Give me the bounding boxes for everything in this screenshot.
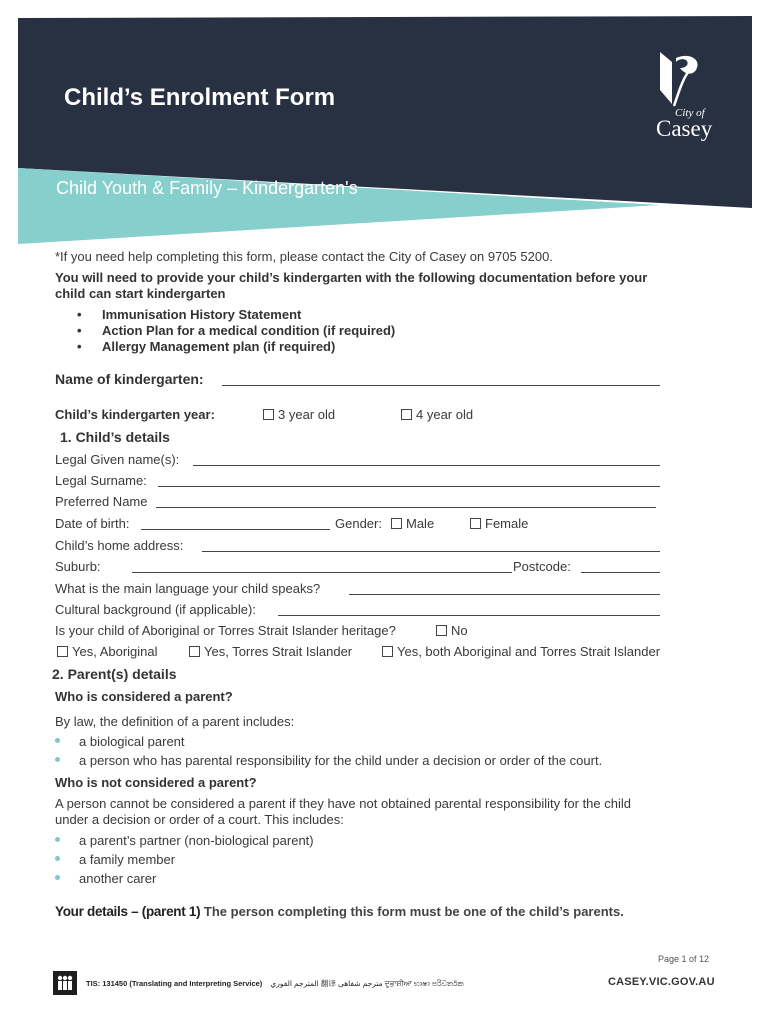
checkbox-heritage-no[interactable] [436,625,447,636]
preferred-name-label: Preferred Name [55,494,148,509]
tis-text: TIS: 131450 (Translating and Interpreting Service) المترجم الفوري 翻译 مترجم شفاهی ਦੁਭਾਸ਼ੀਆ භාෂා පරිවර්තක [86,979,464,988]
heritage-both-option[interactable]: Yes, both Aboriginal and Torres Strait Islander [382,644,660,659]
year-3-option[interactable]: 3 year old [263,407,335,422]
parent-item: a biological parent [79,734,185,749]
by-law-text: By law, the definition of a parent includes: [55,714,295,729]
help-text: *If you need help completing this form, please contact the City of Casey on 9705 5200. [55,249,553,264]
parent-item: a person who has parental responsibility for the child under a decision or order of the court. [79,753,603,768]
kindergarten-year-label: Child’s kindergarten year: [55,407,215,422]
not-parent-para-line1: A person cannot be considered a parent if they have not obtained parental responsibility for the child [55,796,631,811]
year-4-option[interactable]: 4 year old [401,407,473,422]
not-parent-para-line2: under a decision or order of a court. This includes: [55,812,344,827]
doc-item: Allergy Management plan (if required) [102,339,336,354]
gender-male-option[interactable]: Male [391,516,434,531]
checkbox-female[interactable] [470,518,481,529]
language-label: What is the main language your child speaks? [55,581,321,596]
dob-label: Date of birth: [55,516,130,531]
kindergarten-name-label: Name of kindergarten: [55,371,204,387]
page-number: Page 1 of 12 [658,954,710,964]
docs-bullet: • [77,339,82,354]
gender-label: Gender: [335,516,382,531]
gender-female-option[interactable]: Female [470,516,528,531]
logo-city-of: City of [675,107,705,119]
checkbox-4-year[interactable] [401,409,412,420]
dob-field[interactable] [141,529,330,530]
language-field[interactable] [349,594,660,595]
who-not-parent-heading: Who is not considered a parent? [55,775,257,790]
doc-item: Action Plan for a medical condition (if required) [102,323,396,338]
section-2-heading: 2. Parent(s) details [52,666,177,682]
preferred-name-field[interactable] [156,507,656,508]
bullet-dot [55,875,60,880]
not-parent-item: another carer [79,871,157,886]
checkbox-3-year[interactable] [263,409,274,420]
cultural-field[interactable] [278,615,660,616]
suburb-field[interactable] [132,572,512,573]
kindergarten-name-field[interactable] [222,385,660,386]
docs-intro-line1: You will need to provide your child’s kindergarten with the following documentation before your [55,270,648,285]
checkbox-heritage-both[interactable] [382,646,393,657]
your-details-note: The person completing this form must be one of the child’s parents. [203,904,624,919]
your-details-label: Your details – (parent 1) [55,904,201,919]
docs-bullet: • [77,307,82,322]
surname-field[interactable] [158,486,660,487]
section-1-heading: 1. Child’s details [60,429,170,445]
form-title: Child’s Enrolment Form [64,84,336,111]
cultural-label: Cultural background (if applicable): [55,602,256,617]
tis-icon [53,971,77,995]
postcode-field[interactable] [581,572,660,573]
tis-languages: المترجم الفوري 翻译 مترجم شفاهی ਦੁਭਾਸ਼ੀਆ භාෂා පරිවර්තක [270,979,464,988]
heritage-tsi-option[interactable]: Yes, Torres Strait Islander [189,644,352,659]
surname-label: Legal Surname: [55,473,147,488]
website-link[interactable]: CASEY.VIC.GOV.AU [608,976,715,988]
address-label: Child’s home address: [55,538,184,553]
docs-bullet: • [77,323,82,338]
checkbox-heritage-tsi[interactable] [189,646,200,657]
heritage-question: Is your child of Aboriginal or Torres Strait Islander heritage? [55,623,396,638]
bullet-dot [55,738,60,743]
heritage-no-option[interactable]: No [436,623,468,638]
postcode-label: Postcode: [513,559,571,574]
checkbox-heritage-aboriginal[interactable] [57,646,68,657]
form-subtitle: Child Youth & Family – Kindergarten's [56,178,358,198]
given-name-field[interactable] [193,465,660,466]
docs-intro-line2: child can start kindergarten [55,286,226,301]
given-name-label: Legal Given name(s): [55,452,180,467]
not-parent-item: a family member [79,852,176,867]
who-is-parent-heading: Who is considered a parent? [55,689,233,704]
checkbox-male[interactable] [391,518,402,529]
suburb-label: Suburb: [55,559,101,574]
your-details-line [55,904,624,919]
not-parent-item: a parent’s partner (non-biological parent) [79,833,314,848]
doc-item: Immunisation History Statement [102,307,302,322]
bullet-dot [55,757,60,762]
logo-casey: Casey [656,116,713,141]
heritage-aboriginal-option[interactable]: Yes, Aboriginal [57,644,158,659]
bullet-dot [55,856,60,861]
bullet-dot [55,837,60,842]
address-field[interactable] [202,551,660,552]
